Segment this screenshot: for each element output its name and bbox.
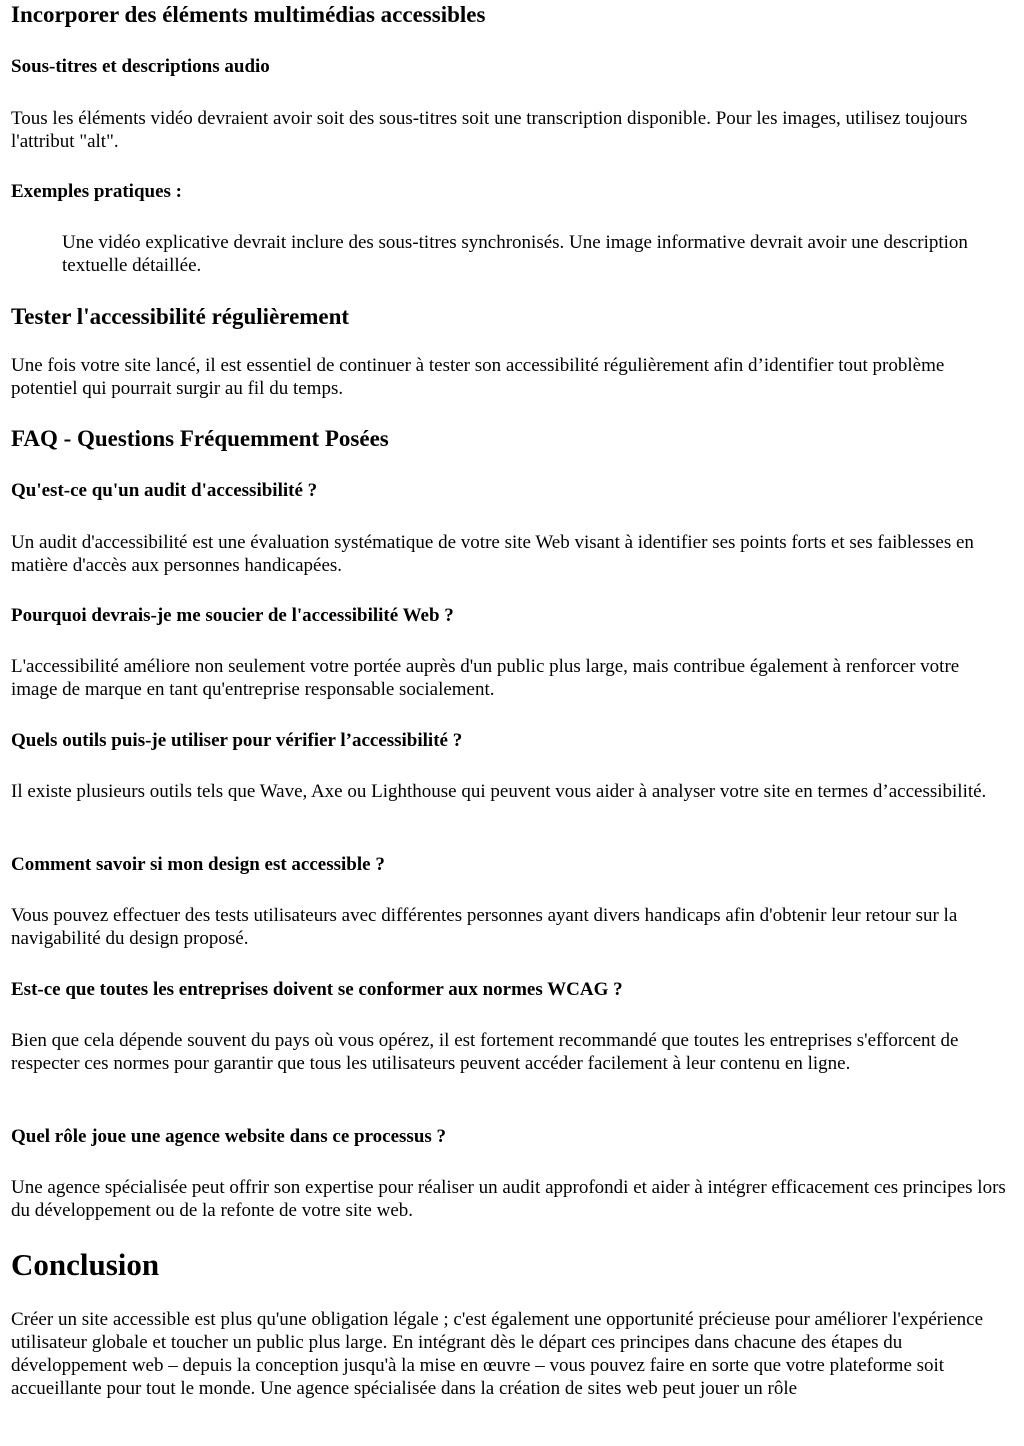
faq-answer: Bien que cela dépende souvent du pays où vous opérez, il est fortement recommandé que toutes les entreprises s'efforcent de respecter ces normes pour garantir que tous les utilisateurs peuvent accéder facilement à leur contenu en ligne.: [11, 1030, 959, 1074]
faq-answer: Un audit d'accessibilité est une évaluation systématique de votre site Web visant à identifier ses points forts et ses faiblesses en matière d'accès aux personnes handicapées.: [11, 532, 974, 576]
testing-paragraph: Une fois votre site lancé, il est essentiel de continuer à tester son accessibilité régulièrement afin d’identifier tout problème potentiel qui pourrait surgir au fil du temps.: [11, 355, 945, 399]
faq-answer: Il existe plusieurs outils tels que Wave, Axe ou Lighthouse qui peuvent vous aider à analyser votre site en termes d’accessibilité.: [11, 781, 987, 802]
captions-subheading: Sous-titres et descriptions audio: [11, 56, 270, 77]
examples-quote: Une vidéo explicative devrait inclure des sous-titres synchronisés. Une image informative devrait avoir une description textuelle détaillée.: [62, 232, 968, 276]
conclusion-paragraph: Créer un site accessible est plus qu'une obligation légale ; c'est également une opportunité précieuse pour améliorer l'expérience utilisateur globale et toucher un public plus large. En intégrant dès le départ ces principes dans chacune des étapes du développement web – depuis la conception jusqu'à la mise en œuvre – vous pouvez faire en sorte que votre plateforme soit accueillante pour tout le monde. Une agence spécialisée dans la création de sites web peut jouer un rôle: [11, 1309, 984, 1399]
faq-heading: FAQ - Questions Fréquemment Posées: [11, 426, 389, 451]
faq-question: Comment savoir si mon design est accessible ?: [11, 854, 385, 875]
faq-answer: L'accessibilité améliore non seulement votre portée auprès d'un public plus large, mais contribue également à renforcer votre image de marque en tant qu'entreprise responsable socialement.: [11, 656, 960, 700]
multimedia-heading: Incorporer des éléments multimédias accessibles: [11, 2, 486, 27]
conclusion-heading: Conclusion: [11, 1247, 160, 1282]
faq-answer: Une agence spécialisée peut offrir son expertise pour réaliser un audit approfondi et aider à intégrer efficacement ces principes lors du développement ou de la refonte de votre site web.: [11, 1177, 1006, 1221]
examples-heading: Exemples pratiques :: [11, 181, 182, 202]
faq-question: Est-ce que toutes les entreprises doivent se conformer aux normes WCAG ?: [11, 979, 623, 1000]
testing-heading: Tester l'accessibilité régulièrement: [11, 304, 350, 329]
faq-question: Quels outils puis-je utiliser pour vérifier l’accessibilité ?: [11, 730, 463, 751]
captions-paragraph: Tous les éléments vidéo devraient avoir soit des sous-titres soit une transcription disponible. Pour les images, utilisez toujours l'attribut "alt".: [11, 108, 968, 152]
faq-question: Quel rôle joue une agence website dans ce processus ?: [11, 1126, 447, 1147]
faq-question: Pourquoi devrais-je me soucier de l'accessibilité Web ?: [11, 605, 454, 626]
faq-question: Qu'est-ce qu'un audit d'accessibilité ?: [11, 480, 318, 501]
faq-answer: Vous pouvez effectuer des tests utilisateurs avec différentes personnes ayant divers handicaps afin d'obtenir leur retour sur la navigabilité du design proposé.: [11, 905, 958, 949]
